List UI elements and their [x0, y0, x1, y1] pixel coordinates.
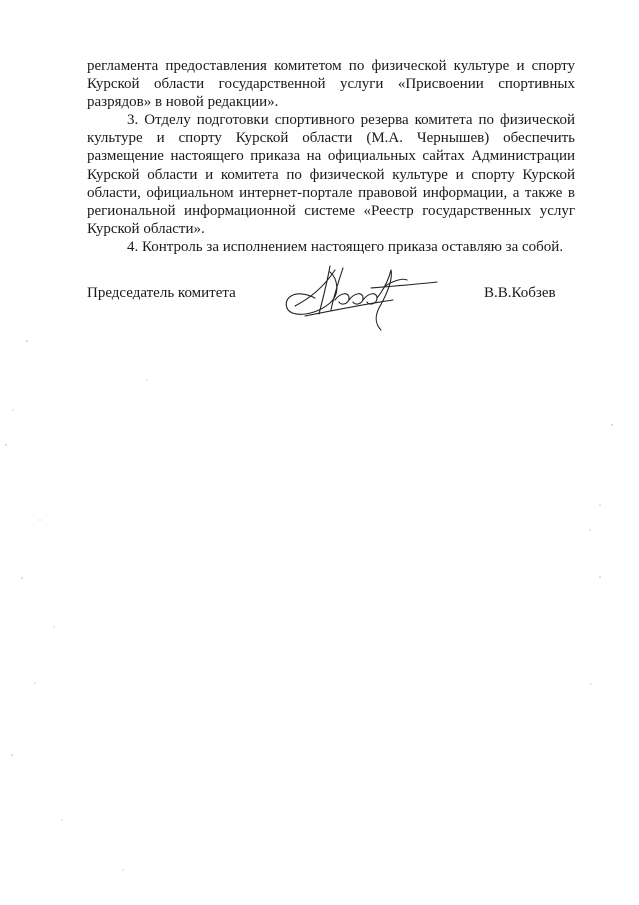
paragraph-item-4: 4. Контроль за исполнением настоящего приказа оставляю за собой. [127, 238, 564, 255]
document-body [87, 57, 575, 256]
handwritten-signature [275, 258, 440, 338]
signer-title: Председатель комитета [87, 285, 236, 301]
paragraph-item-3: 3. Отделу подготовки спортивного резерва комитета по физической культуре и спорту Курской области (М.А. Чернышев) обеспечить размещение настоящего приказа на официальных сайтах Администрации Курской области и комитета по физической культуре и спорту Курской области, официальном интернет-портале правовой информации, а также в региональной информационной системе «Реестр государственных услуг Курской области». [87, 112, 575, 237]
paragraph-continuation: регламента предоставления комитетом по физической культуре и спорту Курской области государственной услуги «Присвоении спортивных разрядов» в новой редакции». [87, 58, 575, 111]
signer-name: В.В.Кобзев [484, 285, 556, 301]
